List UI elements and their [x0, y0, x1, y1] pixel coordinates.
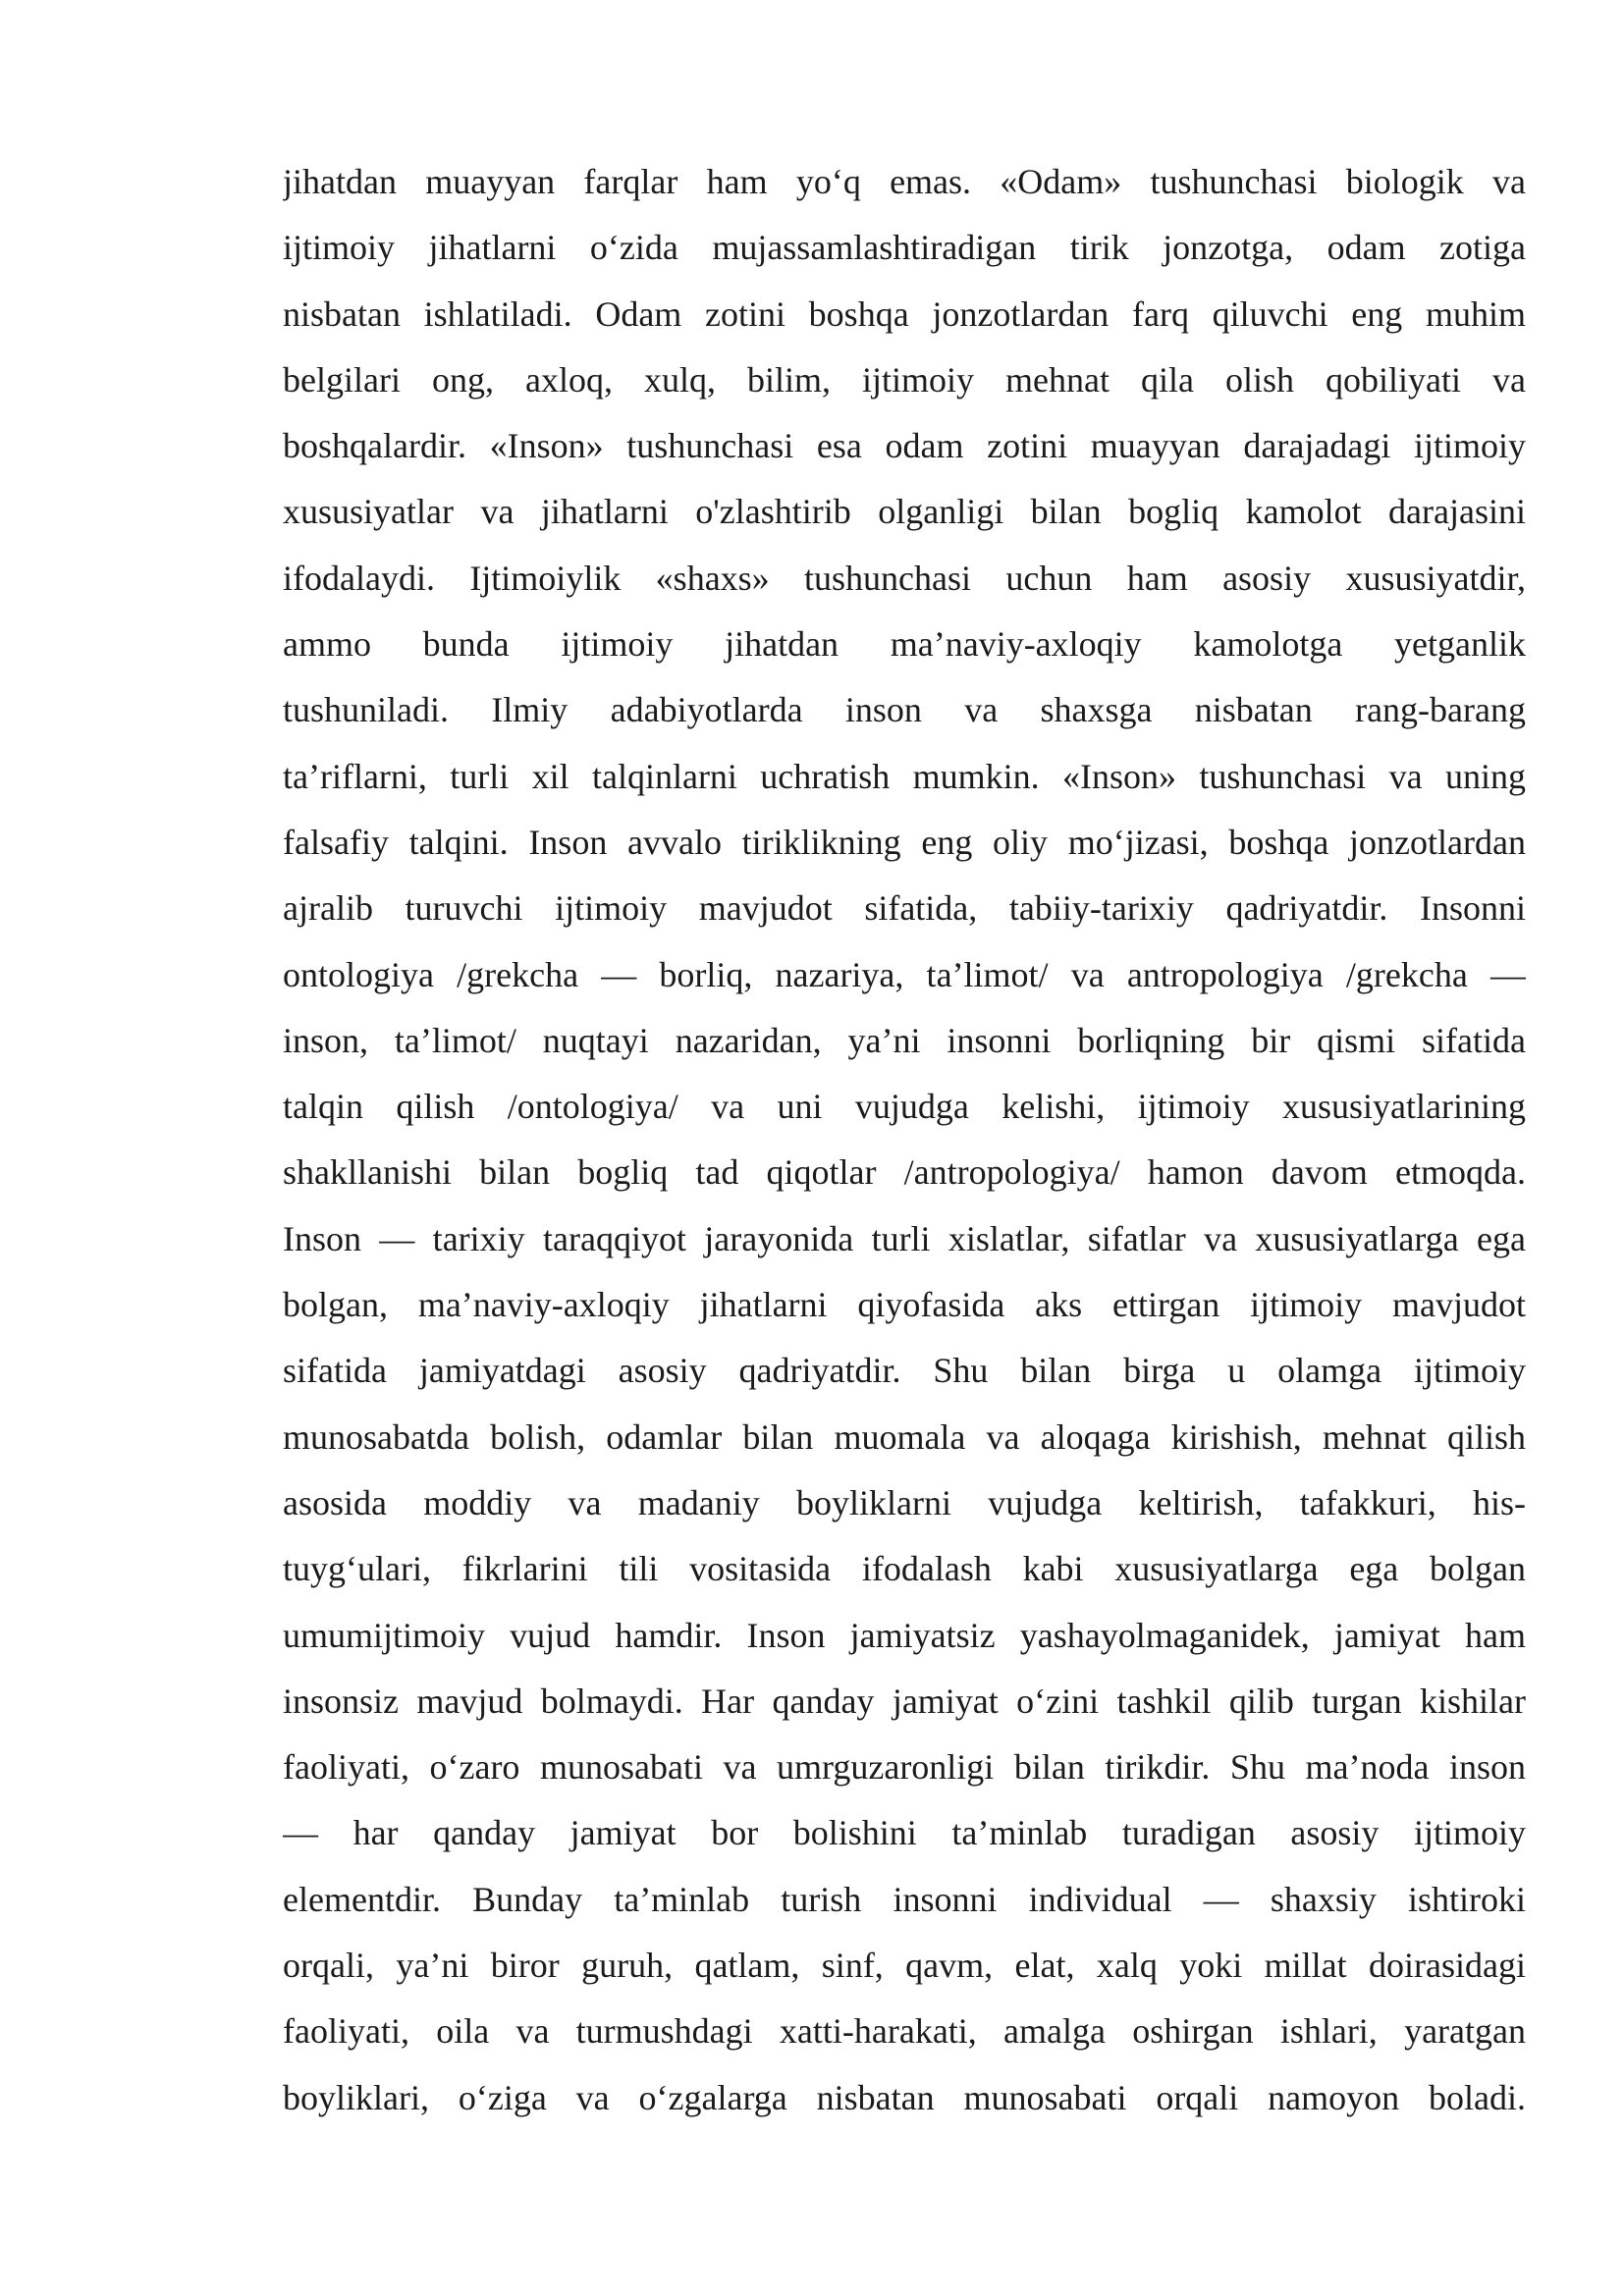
- text-line: umumijtimoiy vujud hamdir. Inson jamiyatsiz yashayolmaganidek, jamiyat ham: [283, 1615, 1526, 1655]
- text-line: tushuniladi. Ilmiy adabiyotlarda inson va shaxsga nisbatan rang-barang: [283, 690, 1526, 730]
- text-line: nisbatan ishlatiladi. Odam zotini boshqa jonzotlardan farq qiluvchi eng muhim: [283, 294, 1526, 334]
- text-line: ammo bunda ijtimoiy jihatdan ma’naviy-axloqiy kamolotga yetganlik: [283, 624, 1526, 665]
- text-line: ontologiya /grekcha — borliq, nazariya, ta’limot/ va antropologiya /grekcha —: [283, 954, 1526, 994]
- text-line: inson, ta’limot/ nuqtayi nazaridan, ya’ni insonni borliqning bir qismi sifatida: [283, 1020, 1526, 1060]
- text-line: boyliklari, o‘ziga va o‘zgalarga nisbatan munosabati orqali namoyon boladi.: [283, 2077, 1526, 2117]
- text-line: munosabatda bolish, odamlar bilan muomala va aloqaga kirishish, mehnat qilish: [283, 1416, 1526, 1457]
- text-line: elementdir. Bunday ta’minlab turish insonni individual — shaxsiy ishtiroki: [283, 1879, 1526, 1919]
- text-line: — har qanday jamiyat bor bolishini ta’minlab turadigan asosiy ijtimoiy: [283, 1813, 1526, 1853]
- text-line: falsafiy talqini. Inson avvalo tiriklikning eng oliy mo‘jizasi, boshqa jonzotlardan: [283, 822, 1526, 862]
- body-text: [283, 149, 1526, 2131]
- text-line: bolgan, ma’naviy-axloqiy jihatlarni qiyofasida aks ettirgan ijtimoiy mavjudot: [283, 1285, 1526, 1325]
- text-line: faoliyati, o‘zaro munosabati va umrguzaronligi bilan tirikdir. Shu ma’noda inson: [283, 1747, 1526, 1788]
- text-line: talqin qilish /ontologiya/ va uni vujudga kelishi, ijtimoiy xususiyatlarining: [283, 1087, 1526, 1127]
- text-line: boshqalardir. «Inson» tushunchasi esa odam zotini muayyan darajadagi ijtimoiy: [283, 426, 1526, 466]
- text-line: ajralib turuvchi ijtimoiy mavjudot sifatida, tabiiy-tarixiy qadriyatdir. Insonni: [283, 888, 1526, 929]
- text-line: insonsiz mavjud bolmaydi. Har qanday jamiyat o‘zini tashkil qilib turgan kishilar: [283, 1681, 1526, 1721]
- text-line: Inson — tarixiy taraqqiyot jarayonida turli xislatlar, sifatlar va xususiyatlarga ega: [283, 1218, 1526, 1258]
- text-line: faoliyati, oila va turmushdagi xatti-harakati, amalga oshirgan ishlari, yaratgan: [283, 2011, 1526, 2052]
- text-line: shakllanishi bilan bogliq tad qiqotlar /antropologiya/ hamon davom etmoqda.: [283, 1152, 1526, 1193]
- text-line: belgilari ong, axloq, xulq, bilim, ijtimoiy mehnat qila olish qobiliyati va: [283, 359, 1526, 400]
- text-line: tuyg‘ulari, fikrlarini tili vositasida ifodalash kabi xususiyatlarga ega bolgan: [283, 1549, 1526, 1589]
- text-line: ijtimoiy jihatlarni o‘zida mujassamlashtiradigan tirik jonzotga, odam zotiga: [283, 228, 1526, 268]
- text-line: ifodalaydi. Ijtimoiylik «shaxs» tushunchasi uchun ham asosiy xususiyatdir,: [283, 558, 1526, 598]
- text-line: orqali, ya’ni biror guruh, qatlam, sinf, qavm, elat, xalq yoki millat doirasidagi: [283, 1946, 1526, 1986]
- text-line: sifatida jamiyatdagi asosiy qadriyatdir. Shu bilan birga u olamga ijtimoiy: [283, 1351, 1526, 1391]
- text-line: jihatdan muayyan farqlar ham yo‘q emas. «Odam» tushunchasi biologik va: [283, 162, 1526, 201]
- text-line: ta’riflarni, turli xil talqinlarni uchratish mumkin. «Inson» tushunchasi va uning: [283, 756, 1526, 796]
- text-line: xususiyatlar va jihatlarni o'zlashtirib olganligi bilan bogliq kamolot darajasini: [283, 492, 1526, 532]
- text-line: asosida moddiy va madaniy boyliklarni vujudga keltirish, tafakkuri, his-: [283, 1482, 1526, 1522]
